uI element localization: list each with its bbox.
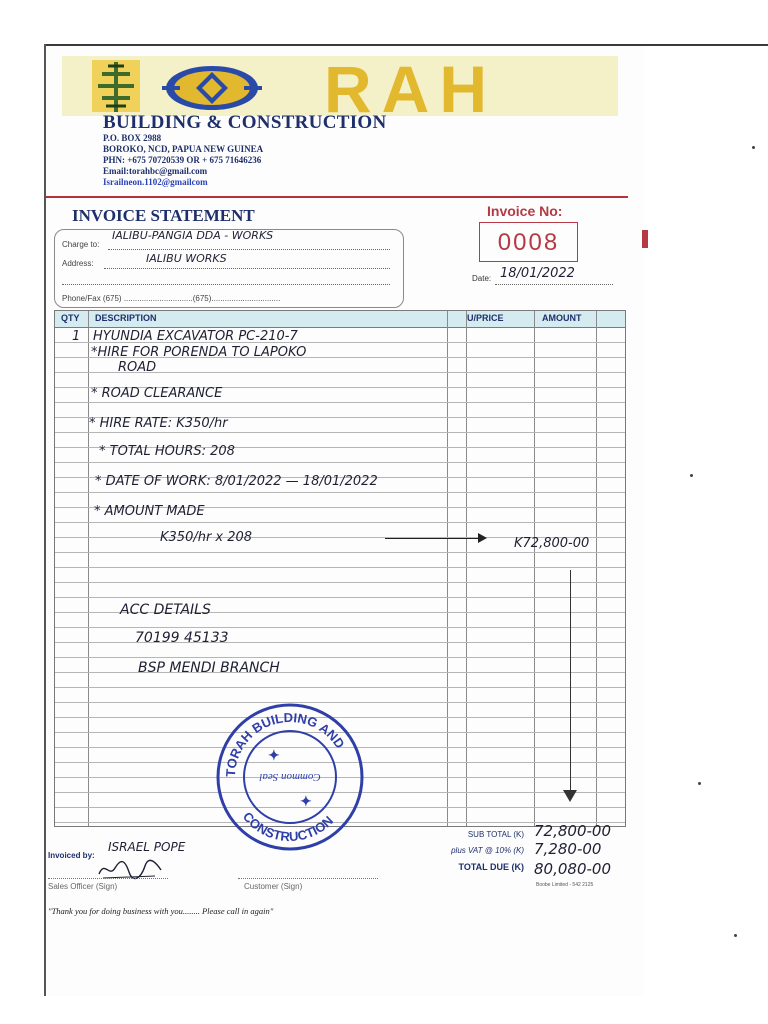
company-phone: PHN: +675 70720539 OR + 675 71646236: [103, 155, 262, 165]
sales-sign-line: [48, 878, 168, 879]
printer-note: Boobe Limited - 542 2125: [536, 882, 594, 888]
address-value: IALIBU WORKS: [146, 252, 227, 265]
svg-text:Common Seal: Common Seal: [259, 771, 321, 783]
header-divider: [46, 196, 628, 198]
subtotal-value: 72,800-00: [534, 822, 611, 840]
thank-you-note: "Thank you for doing business with you........ Please call in again": [48, 906, 274, 916]
wheat-emblem-icon: [92, 60, 140, 112]
col-divider: [596, 311, 597, 826]
phone-fax-line: Phone/Fax (675) ...............................(675)...............................: [62, 294, 281, 303]
total-due-value: 80,080-00: [534, 860, 611, 878]
description-line: * DATE OF WORK: 8/01/2022 — 18/01/2022: [95, 474, 378, 489]
company-location: BOROKO, NCD, PAPUA NEW GUINEA: [103, 144, 264, 154]
subtotal-label: SUB TOTAL (K): [467, 830, 524, 839]
table-rule: [55, 597, 625, 598]
uprice-header: U/PRICE: [467, 313, 504, 323]
date-label: Date:: [472, 274, 492, 283]
col-divider: [88, 311, 89, 826]
table-rule: [55, 657, 625, 658]
company-email-secondary: Israilneon.1102@gmailcom: [103, 177, 208, 187]
svg-text:✦: ✦: [300, 795, 312, 810]
table-rule: [55, 687, 625, 688]
description-line: HYUNDIA EXCAVATOR PC-210-7: [93, 329, 298, 344]
description-line: * TOTAL HOURS: 208: [99, 444, 235, 459]
acc-bank: BSP MENDI BRANCH: [138, 660, 280, 676]
table-rule: [55, 627, 625, 628]
description-line: * ROAD CLEARANCE: [91, 386, 223, 401]
vat-value: 7,280-00: [534, 840, 602, 858]
company-po-box: P.O. BOX 2988: [103, 133, 162, 143]
scan-speck: [734, 934, 737, 937]
customer-sign-label: Customer (Sign): [244, 882, 303, 891]
description-line: *HIRE FOR PORENDA TO LAPOKO: [91, 345, 307, 360]
description-line: K350/hr x 208: [160, 530, 253, 545]
company-email: Email:torahbc@gmail.com: [103, 166, 208, 176]
svg-text:RAH: RAH: [324, 56, 497, 116]
arrow-right-icon: [478, 533, 487, 543]
invoice-title: INVOICE STATEMENT: [72, 206, 255, 225]
table-header: [55, 311, 625, 328]
vat-label: plus VAT @ 10% (K): [451, 846, 524, 855]
table-rule: [55, 402, 625, 403]
invoice-number: 0008: [479, 222, 578, 262]
address-label: Address:: [62, 259, 94, 268]
description-line: * AMOUNT MADE: [94, 504, 205, 519]
address-line-1: [104, 268, 390, 269]
description-line: ROAD: [118, 360, 157, 375]
invoiced-by-name: ISRAEL POPE: [108, 840, 186, 854]
table-rule: [55, 522, 625, 523]
invoiced-by-label: Invoiced by:: [48, 851, 95, 860]
charge-line: [108, 249, 390, 250]
amount-header: AMOUNT: [542, 313, 582, 323]
scan-speck: [698, 782, 701, 785]
customer-sign-line: [238, 878, 378, 879]
table-rule: [55, 552, 625, 553]
company-name: BUILDING & CONSTRUCTION: [103, 112, 387, 133]
sales-sign-label: Sales Officer (Sign): [48, 882, 118, 891]
svg-text:TORAH BUILDING AND: TORAH BUILDING AND: [222, 709, 348, 778]
torah-logo: [62, 56, 618, 116]
acc-number: 70199 45133: [135, 630, 229, 646]
col-divider: [447, 311, 448, 826]
svg-text:✦: ✦: [268, 749, 280, 764]
svg-text:CONSTRUCTION: CONSTRUCTION: [239, 808, 336, 845]
table-rule: [55, 492, 625, 493]
qty-header: QTY: [61, 313, 80, 323]
description-header: DESCRIPTION: [95, 313, 157, 323]
arrow-down-icon: [563, 790, 577, 802]
col-divider: [466, 311, 467, 826]
red-mark: [642, 230, 648, 248]
description-line: * HIRE RATE: K350/hr: [89, 416, 228, 431]
acc-details-title: ACC DETAILS: [120, 602, 211, 618]
scan-speck: [690, 474, 693, 477]
company-seal-stamp: [215, 702, 365, 852]
charge-to-value: IALIBU-PANGIA DDA - WORKS: [112, 229, 274, 242]
down-arrow-line: [570, 570, 571, 800]
table-rule: [55, 567, 625, 568]
amount-written: K72,800-00: [514, 536, 590, 551]
table-rule: [55, 432, 625, 433]
total-due-label: TOTAL DUE (K): [458, 862, 524, 872]
scan-speck: [752, 146, 755, 149]
line-qty: 1: [72, 329, 81, 344]
date-line: [495, 284, 613, 285]
address-line-2: [62, 284, 390, 285]
table-rule: [55, 582, 625, 583]
invoice-number-label: Invoice No:: [487, 203, 563, 219]
arrow-line: [385, 538, 485, 539]
charge-to-label: Charge to:: [62, 240, 100, 249]
table-rule: [55, 462, 625, 463]
invoice-date: 18/01/2022: [500, 266, 575, 281]
col-divider: [534, 311, 535, 826]
